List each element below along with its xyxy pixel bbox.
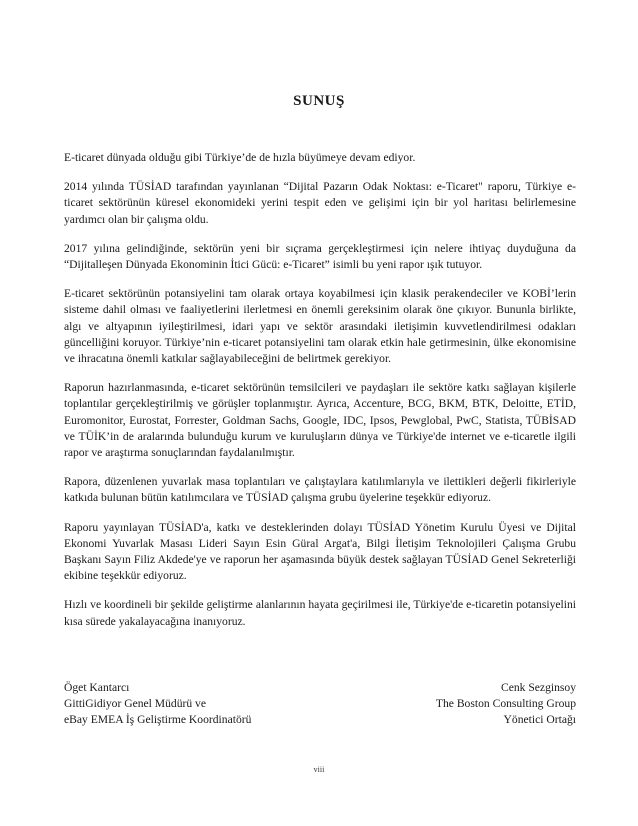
paragraph: Rapora, düzenlenen yuvarlak masa toplantıları ve çalıştaylara katılımlarıyla ve ilettikleri değerli fikirleriyle katkıda bulunan bütün katılımcılara ve TÜSİAD çalışma grubu üyelerine teşekkür ediyoruz.	[64, 475, 576, 505]
signature-right	[436, 680, 576, 729]
signature-title: GittiGidiyor Genel Müdürü ve	[64, 697, 207, 711]
signature-name: Cenk Sezginsoy	[500, 681, 576, 694]
signatures	[64, 680, 576, 729]
page-title: SUNUŞ	[293, 93, 345, 109]
signature-title: eBay EMEA İş Geliştirme Koordinatörü	[64, 713, 252, 727]
paragraph: Raporun hazırlanmasında, e-ticaret sektörünün temsilcileri ve paydaşları ile sektöre katkı sağlayan kişilerle toplantılar gerçekleştirilmiş ve görüşler toplanmıştır. Ayrıca, Accenture, BCG, BKM, BTK, Deloitte, ETİD, Euromonitor, Eurostat, Forrester, Goldman Sachs, Google, IDC, Ipsos, Pewglobal, PwC, Statista, TÜBİSAD ve TÜİK’in de aralarında bulunduğu kurum ve kuruluşların dünya ve Türkiye'de internet ve e-ticaretle ilgili rapor ve araştırma sonuçlarından faydalanılmıştır.	[64, 381, 576, 460]
page-number: viii	[313, 765, 325, 774]
signature-name: Öget Kantarcı	[64, 681, 130, 694]
signature-organization: The Boston Consulting Group	[435, 697, 576, 711]
paragraph: 2017 yılına gelindiğinde, sektörün yeni bir sıçrama gerçekleştirmesi için nelere ihtiyaç duyduğuna da “Dijitalleşen Dünyada Ekonominin İtici Gücü: e-Ticaret” isimli bu yeni rapor ışık tutuyor.	[64, 241, 576, 272]
paragraph: E-ticaret sektörünün potansiyelini tam olarak ortaya koyabilmesi için klasik perakendeciler ve KOBİ’lerin sisteme dahil olması ve faaliyetlerini ilerletmesi en önemli gereksinim olarak öne çıkıyor. Bununla birlikte, algı ve altyapının iyileştirilmesi, idari yapı ve sektör arasındaki iletişimin kuvvetlendirilmesi odakları güncelliğini koruyor. Türkiye’nin e-ticaret potansiyelini tam olarak etkin hale getirmesinin, ülke ekonomisine ve ihracatına önemli katkılar sağlayabileceğini de belirtmek gerekiyor.	[64, 287, 576, 366]
paragraph: E-ticaret dünyada olduğu gibi Türkiye’de de hızla büyümeye devam ediyor.	[64, 151, 416, 164]
paragraph: Hızlı ve koordineli bir şekilde geliştirme alanlarının hayata geçirilmesi ile, Türkiye'de e-ticaretin potansiyelini kısa sürede yakalayacağına inanıyoruz.	[64, 598, 576, 628]
body-text	[64, 150, 576, 643]
paragraph: 2014 yılında TÜSİAD tarafından yayınlanan “Dijital Pazarın Odak Noktası: e-Ticaret" raporu, Türkiye e-ticaret sektörünün küresel ekonomideki yerini tespit eden ve gelişimi için bir yol haritası belirlemesine yardımcı olan bir çalışma oldu.	[64, 180, 576, 226]
signature-title: Yönetici Ortağı	[503, 713, 576, 727]
signature-left	[64, 680, 251, 729]
paragraph: Raporu yayınlayan TÜSİAD'a, katkı ve desteklerinden dolayı TÜSİAD Yönetim Kurulu Üyesi ve Dijital Ekonomi Yuvarlak Masası Lideri Sayın Esin Güral Argat'a, Bilgi İletişim Teknolojileri Çalışma Grubu Başkanı Sayın Filiz Akdede'ye ve raporun her aşamasında büyük destek sağlayan TÜSİAD Genel Sekreterliği ekibine teşekkür ediyoruz.	[64, 520, 576, 583]
